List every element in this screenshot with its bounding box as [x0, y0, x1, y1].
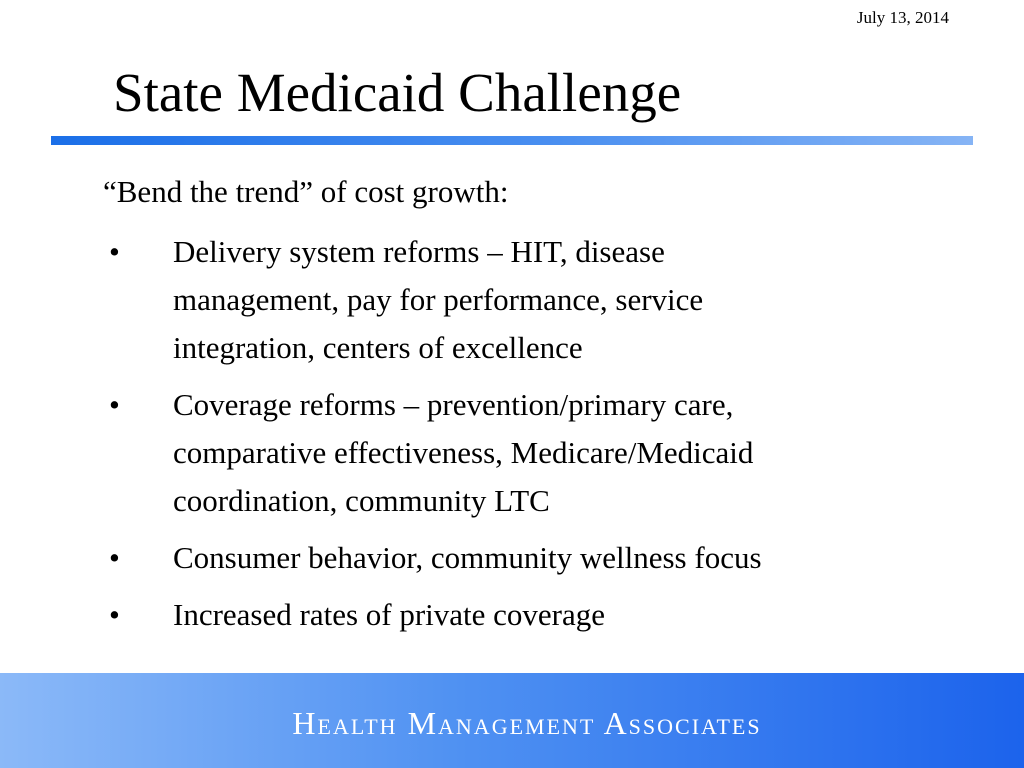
bullet-line: Consumer behavior, community wellness focus	[173, 540, 762, 575]
bullet-line: Delivery system reforms – HIT, disease	[173, 234, 665, 269]
slide-title: State Medicaid Challenge	[113, 62, 682, 123]
bullet-mark: •	[109, 387, 120, 422]
intro-text: “Bend the trend” of cost growth:	[103, 174, 509, 209]
slide-date: July 13, 2014	[856, 8, 949, 27]
bullet-line: integration, centers of excellence	[173, 330, 583, 365]
bullet-line: management, pay for performance, service	[173, 282, 704, 317]
bullet-line: Coverage reforms – prevention/primary care,	[173, 387, 734, 422]
bullet-mark: •	[109, 540, 120, 575]
bullet-mark: •	[109, 234, 120, 269]
bullet-line: coordination, community LTC	[173, 483, 550, 518]
bullet-list	[105, 228, 935, 648]
footer-band	[0, 673, 1024, 768]
bullet-line: comparative effectiveness, Medicare/Medicaid	[173, 435, 754, 470]
title-divider	[51, 136, 973, 145]
footer-company-name: Health Management Associates	[292, 705, 762, 741]
bullet-item	[105, 381, 935, 525]
bullet-line: Increased rates of private coverage	[173, 597, 606, 632]
bullet-item	[105, 591, 935, 639]
bullet-mark: •	[109, 597, 120, 632]
bullet-item	[105, 534, 935, 582]
bullet-item	[105, 228, 935, 372]
